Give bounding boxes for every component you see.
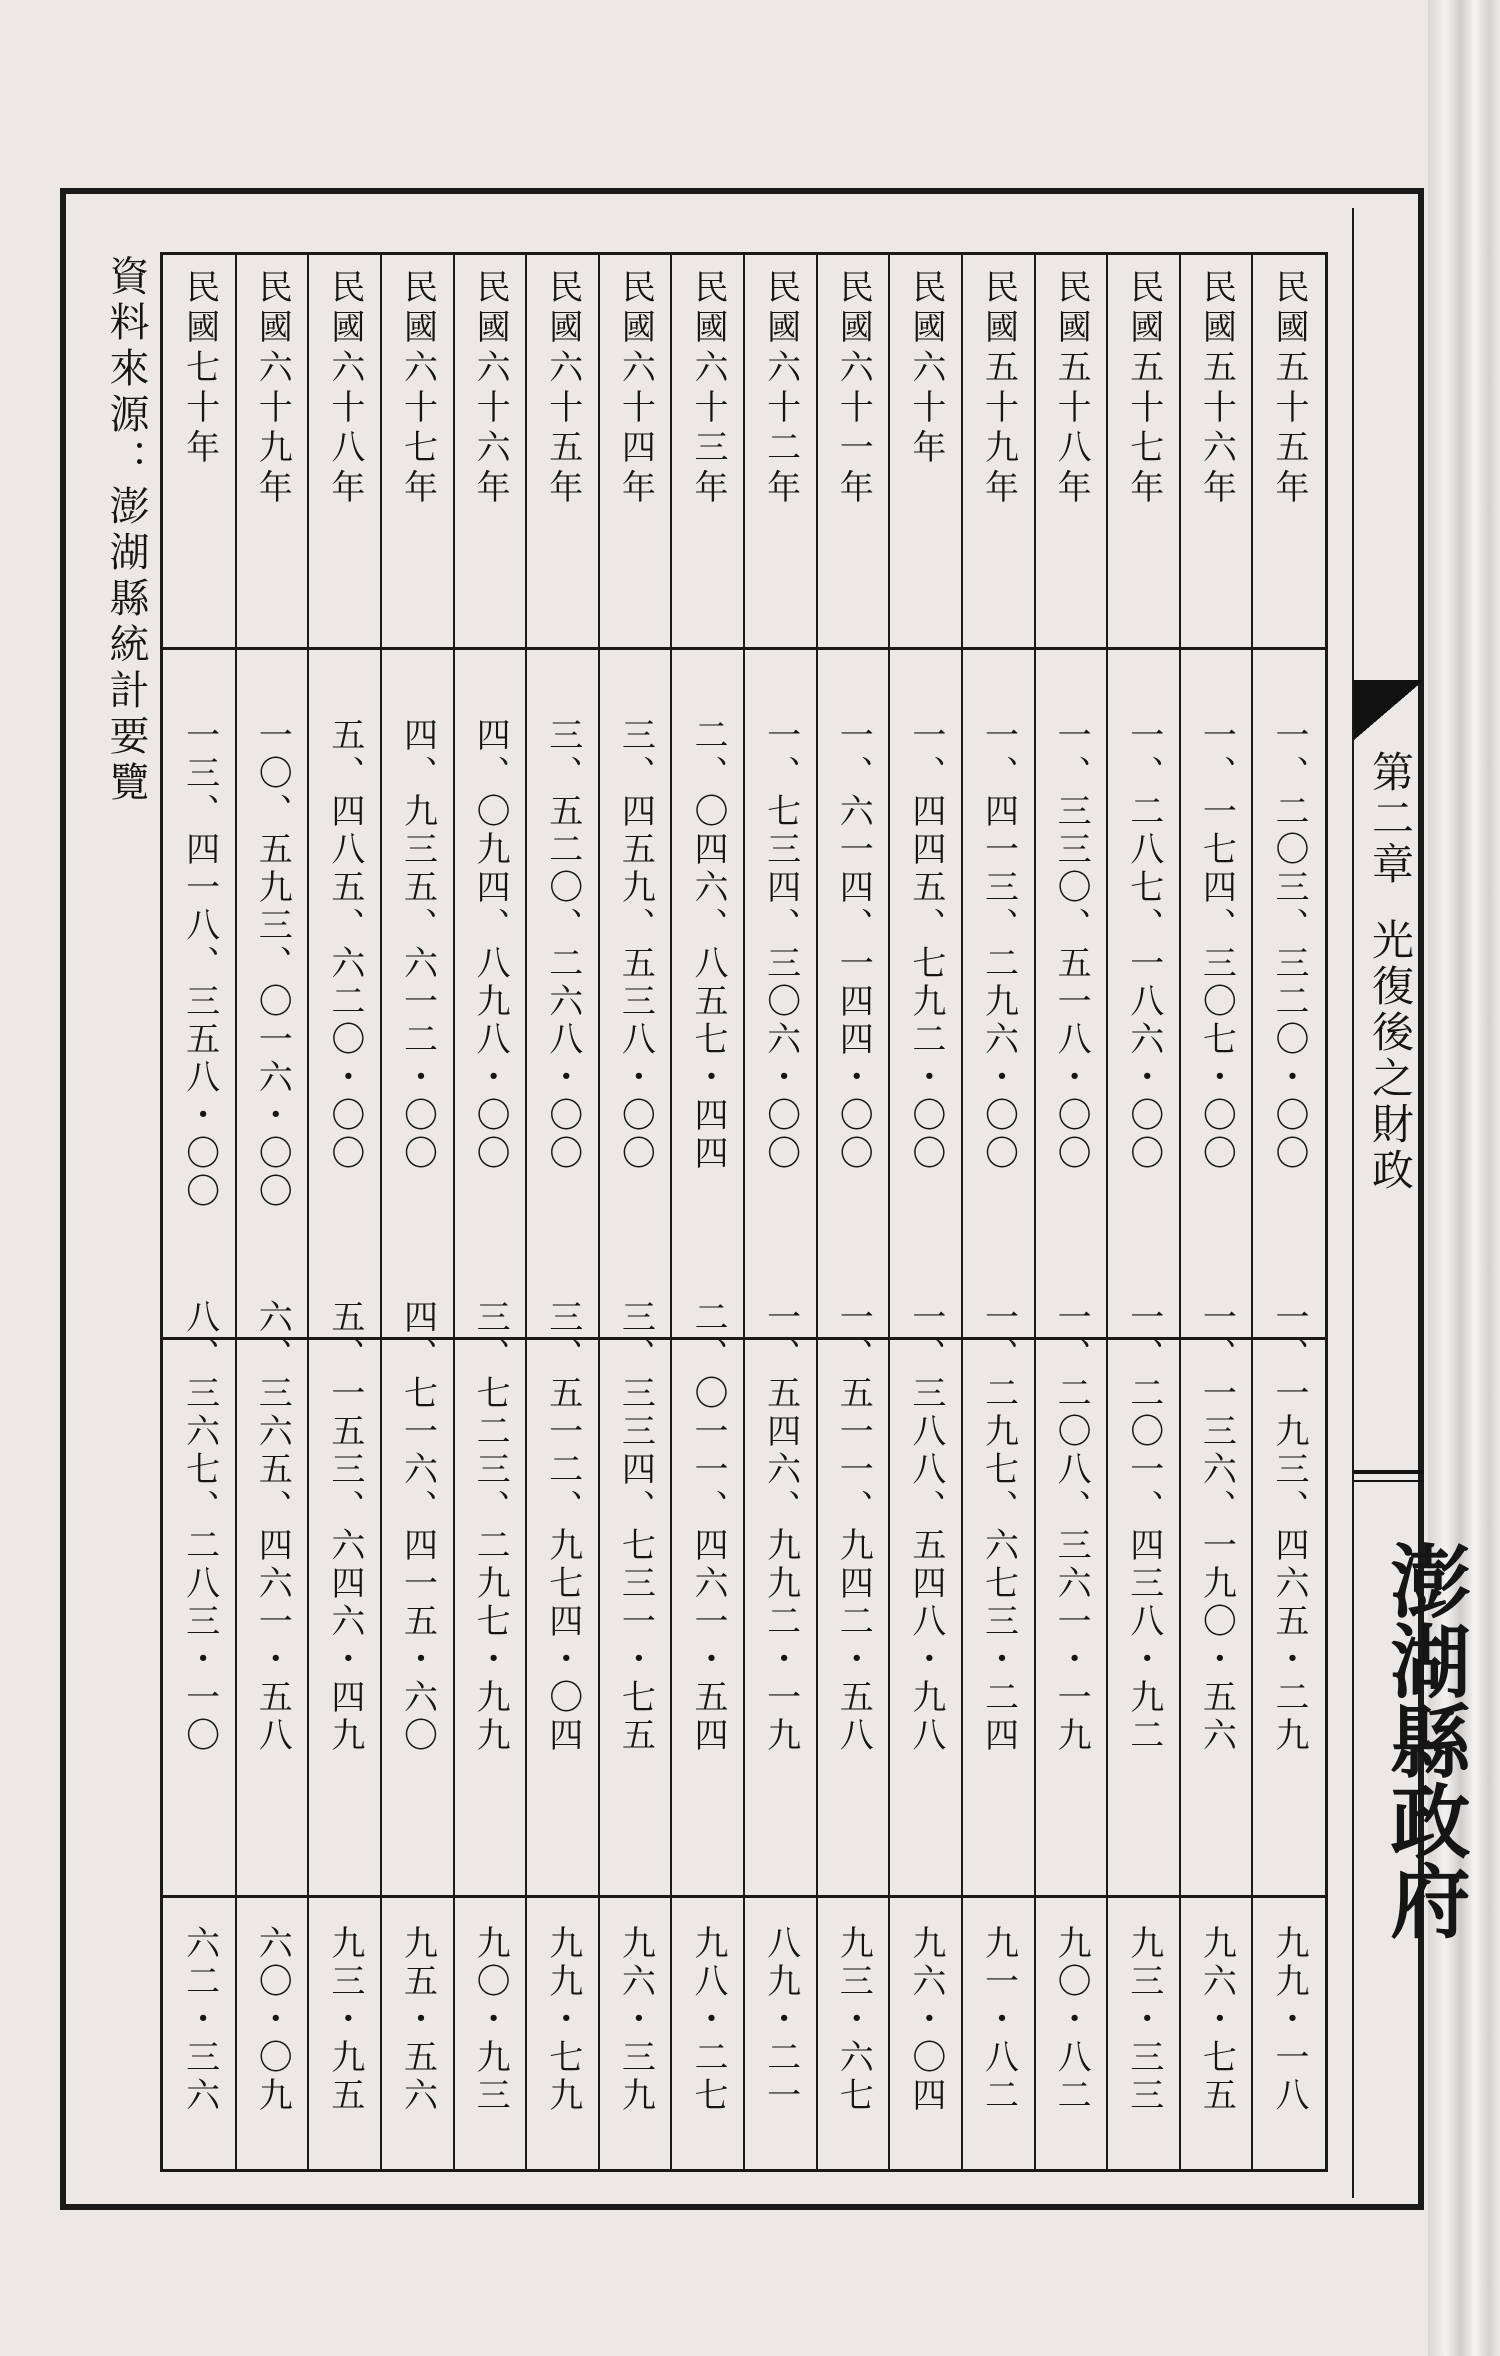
actual-cell: 六、三六五、四六一・五八	[252, 1299, 293, 1755]
year-cell: 民國五十五年	[1269, 269, 1309, 509]
column-divider	[816, 255, 818, 2169]
ratio-cell: 九五・五六	[397, 1925, 438, 2115]
actual-cell: 一、一三六、一九〇・五六	[1196, 1299, 1237, 1755]
actual-cell: 三、五一二、九七四・〇四	[542, 1299, 583, 1755]
budget-cell: 一〇、五九三、〇一六・〇〇	[252, 717, 293, 1211]
budget-cell: 三、四五九、五三八・〇〇	[615, 717, 656, 1173]
ratio-cell: 九三・三三	[1123, 1925, 1164, 2115]
budget-cell: 一、二八七、一八六・〇〇	[1123, 717, 1164, 1173]
header-ornament	[1354, 680, 1424, 740]
table-row	[454, 255, 527, 2169]
ratio-cell: 九〇・九三	[470, 1925, 511, 2115]
column-divider	[1106, 255, 1108, 2169]
year-cell: 民國六十七年	[397, 269, 438, 509]
running-header	[1360, 750, 1420, 1194]
column-divider	[598, 255, 600, 2169]
header-rule-thin	[1354, 1480, 1424, 1482]
column-divider	[961, 255, 963, 2169]
column-divider	[888, 255, 890, 2169]
year-cell: 民國六十三年	[688, 269, 728, 509]
year-cell: 民國六十九年	[252, 269, 293, 509]
table-row	[962, 255, 1035, 2169]
table-row	[308, 255, 381, 2169]
year-cell: 民國六十八年	[324, 269, 365, 509]
table-row	[744, 255, 817, 2169]
header-rule	[1354, 1470, 1424, 1474]
budget-cell: 一、二〇三、三二〇・〇〇	[1269, 717, 1309, 1173]
year-cell: 民國五十九年	[978, 269, 1019, 509]
actual-cell: 八、三六七、二八三・一〇	[179, 1299, 220, 1755]
budget-cell: 一、四一三、二九六・〇〇	[978, 717, 1019, 1173]
actual-cell: 一、二〇八、三六一・一九	[1051, 1299, 1092, 1755]
ratio-cell: 九一・八二	[978, 1925, 1019, 2115]
actual-cell: 四、七一六、四一五・六〇	[397, 1299, 438, 1755]
year-cell: 民國六十一年	[833, 269, 874, 509]
table-row	[889, 255, 962, 2169]
table-row	[1035, 255, 1108, 2169]
year-cell: 民國六十年	[905, 269, 946, 469]
year-cell: 民國六十四年	[615, 269, 656, 509]
budget-cell: 一、三三〇、五一八・〇〇	[1051, 717, 1092, 1173]
actual-cell: 三、三三四、七三一・七五	[615, 1299, 656, 1755]
table-row	[381, 255, 454, 2169]
year-cell: 民國五十六年	[1196, 269, 1237, 509]
actual-cell: 一、二〇一、四三八・九二	[1123, 1299, 1164, 1755]
chapter-label: 第二章	[1366, 750, 1415, 888]
budget-cell: 三、五二〇、二六八・〇〇	[542, 717, 583, 1173]
column-divider	[525, 255, 527, 2169]
column-divider	[670, 255, 672, 2169]
ratio-cell: 六〇・〇九	[252, 1925, 293, 2115]
fiscal-table	[160, 252, 1328, 2172]
ratio-cell: 九六・三九	[615, 1925, 656, 2115]
column-divider	[1034, 255, 1036, 2169]
ratio-cell: 九三・六七	[833, 1925, 874, 2115]
column-divider	[453, 255, 455, 2169]
book-page-edge	[1428, 0, 1500, 2356]
budget-cell: 四、九三五、六一二・〇〇	[397, 717, 438, 1173]
year-cell: 民國六十五年	[542, 269, 583, 509]
actual-cell: 一、五四六、九九二・一九	[760, 1299, 801, 1755]
table-row	[817, 255, 890, 2169]
budget-cell: 一、七三四、三〇六・〇〇	[760, 717, 801, 1173]
table-row	[1180, 255, 1253, 2169]
table-row	[671, 255, 744, 2169]
column-divider	[743, 255, 745, 2169]
budget-cell: 一、一七四、三〇七・〇〇	[1196, 717, 1237, 1173]
table-row	[1107, 255, 1180, 2169]
budget-cell: 四、〇九四、八九八・〇〇	[470, 717, 511, 1173]
actual-cell: 一、三八八、五四八・九八	[905, 1299, 946, 1755]
source-note: 資料來源：澎湖縣統計要覽	[103, 255, 149, 807]
column-divider	[1251, 255, 1253, 2169]
column-divider	[235, 255, 237, 2169]
ratio-cell: 九八・二七	[688, 1925, 728, 2115]
table-row	[163, 255, 236, 2169]
table-row	[1252, 255, 1325, 2169]
year-cell: 民國五十八年	[1051, 269, 1092, 509]
year-cell: 民國七十年	[179, 269, 220, 469]
ratio-cell: 九六・〇四	[905, 1925, 946, 2115]
budget-cell: 一、四四五、七九二・〇〇	[905, 717, 946, 1173]
ratio-cell: 九三・九五	[324, 1925, 365, 2115]
actual-cell: 二、〇一一、四六一・五四	[688, 1299, 728, 1755]
ratio-cell: 六二・三六	[179, 1925, 220, 2115]
table-row	[599, 255, 672, 2169]
budget-cell: 二、〇四六、八五七・四四	[688, 717, 728, 1173]
ratio-cell: 九九・七九	[542, 1925, 583, 2115]
side-title: 澎湖縣政府	[1377, 1540, 1471, 1940]
ratio-cell: 九〇・八二	[1051, 1925, 1092, 2115]
actual-cell: 一、一九三、四六五・二九	[1269, 1299, 1309, 1755]
year-cell: 民國六十六年	[470, 269, 511, 509]
actual-cell: 三、七二三、二九七・九九	[470, 1299, 511, 1755]
actual-cell: 一、二九七、六七三・二四	[978, 1299, 1019, 1755]
section-title: 光復後之財政	[1366, 918, 1415, 1194]
year-cell: 民國六十二年	[760, 269, 801, 509]
budget-cell: 一三、四一八、三五八・〇〇	[179, 717, 220, 1211]
column-divider	[380, 255, 382, 2169]
table-row	[526, 255, 599, 2169]
ratio-cell: 八九・二一	[760, 1925, 801, 2115]
actual-cell: 一、五一一、九四二・五八	[833, 1299, 874, 1755]
budget-cell: 五、四八五、六二〇・〇〇	[324, 717, 365, 1173]
column-divider	[307, 255, 309, 2169]
budget-cell: 一、六一四、一四四・〇〇	[833, 717, 874, 1173]
column-divider	[1179, 255, 1181, 2169]
ratio-cell: 九六・七五	[1196, 1925, 1237, 2115]
header-divider	[1352, 208, 1354, 2198]
table-row	[236, 255, 309, 2169]
actual-cell: 五、一五三、六四六・四九	[324, 1299, 365, 1755]
year-cell: 民國五十七年	[1123, 269, 1164, 509]
ratio-cell: 九九・一八	[1269, 1925, 1309, 2115]
